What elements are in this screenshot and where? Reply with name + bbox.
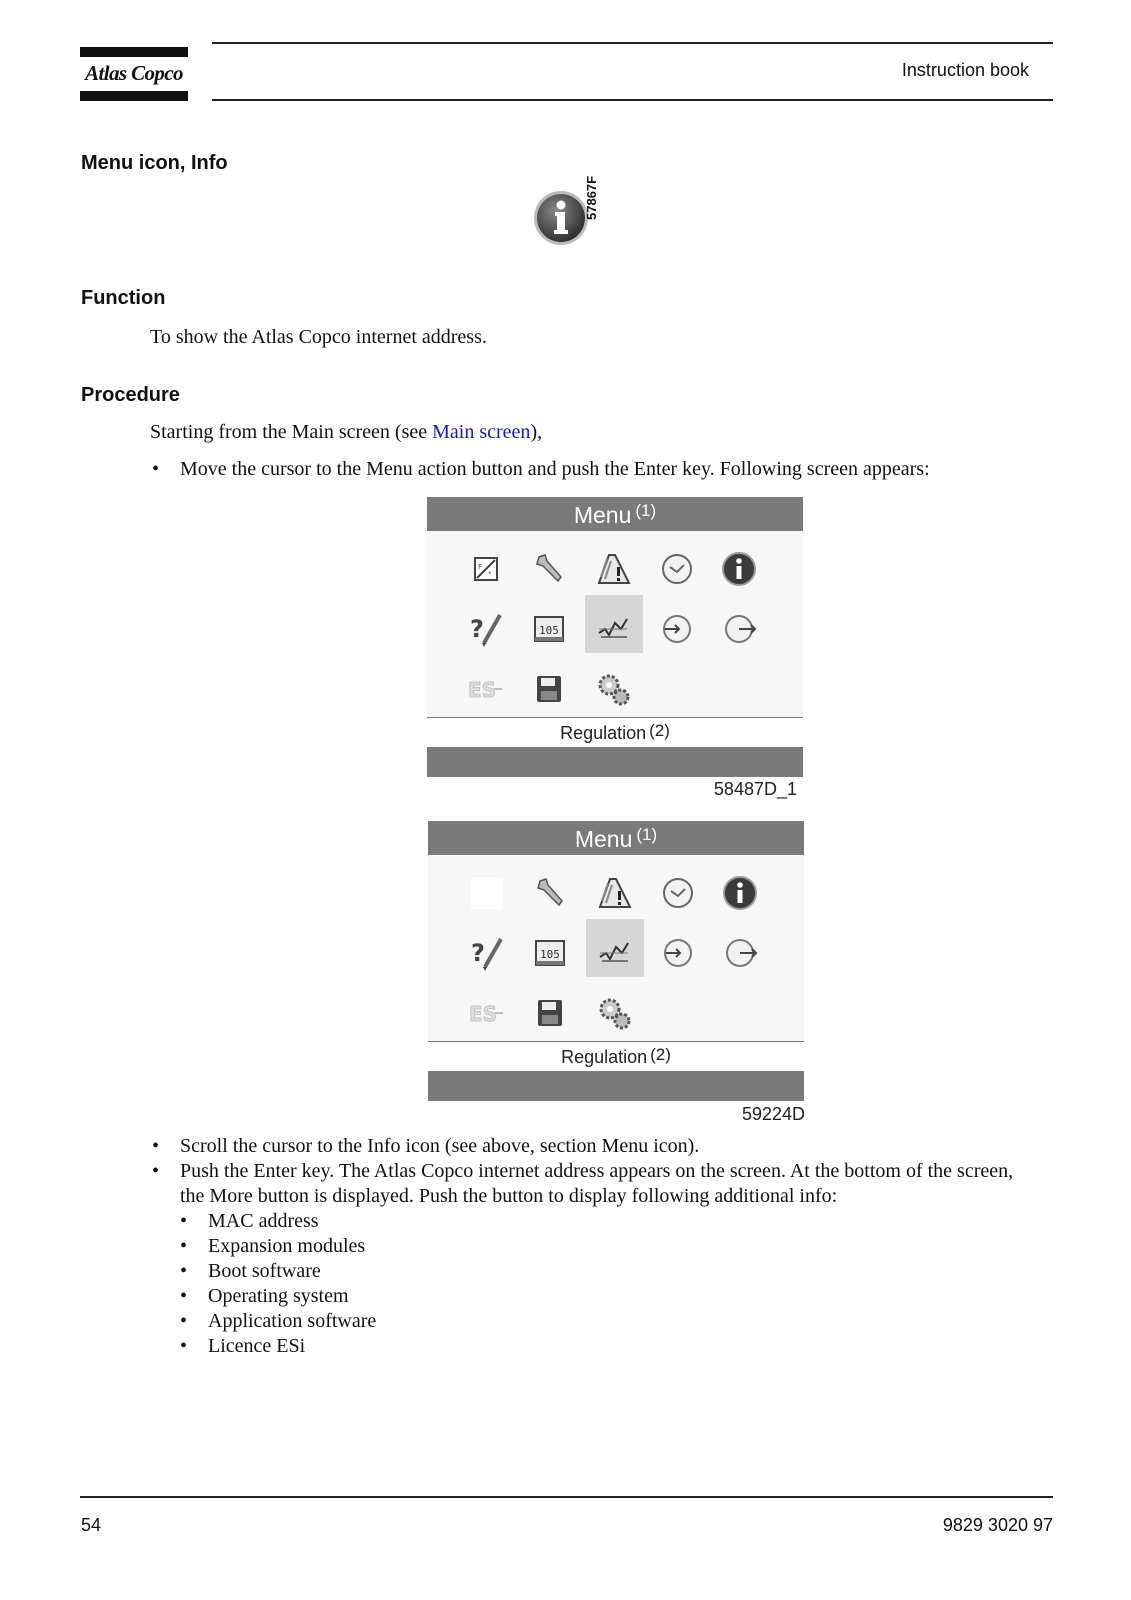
menu-screen-2 — [428, 821, 804, 1101]
sub-item-text: MAC address — [208, 1210, 319, 1232]
sub-item-text: Licence ESi — [208, 1335, 306, 1357]
sub-item-text: Boot software — [208, 1260, 321, 1282]
menu-screen-title — [428, 821, 804, 855]
logo-text: Atlas Copco — [85, 61, 183, 85]
label-text: Regulation — [560, 723, 647, 743]
info-menu-icon[interactable] — [718, 871, 762, 915]
test-icon[interactable] — [465, 931, 509, 975]
bullet: • — [180, 1235, 188, 1257]
bullet: • — [180, 1210, 188, 1232]
step-1-text: Move the cursor to the Menu action button and push the Enter key. Following screen appears: — [180, 458, 930, 480]
wrench-icon[interactable] — [527, 547, 571, 591]
service-out-icon[interactable] — [717, 607, 761, 651]
service-out-icon[interactable] — [718, 931, 762, 975]
regulation-icon[interactable] — [592, 931, 636, 975]
function-text: To show the Atlas Copco internet address. — [150, 326, 487, 348]
divider — [427, 717, 803, 718]
divider — [428, 1041, 804, 1042]
es-icon[interactable] — [465, 991, 509, 1035]
menu-screen-title — [427, 497, 803, 531]
document-number: 9829 3020 97 — [942, 1515, 1053, 1535]
svg-text:ES: ES — [468, 678, 497, 702]
sub-item-text: Operating system — [208, 1285, 349, 1307]
step-3-text-line-2: the More button is displayed. Push the button to display following additional info: — [180, 1185, 838, 1207]
inputs-icon[interactable] — [464, 547, 508, 591]
svg-text:F: F — [478, 563, 483, 571]
bullet: • — [180, 1260, 188, 1282]
es-icon[interactable] — [464, 667, 508, 711]
bullet: • — [180, 1285, 188, 1307]
selected-item-label — [428, 1043, 804, 1071]
button-bar — [428, 1071, 804, 1101]
warning-icon[interactable] — [591, 547, 635, 591]
bullet: • — [180, 1310, 188, 1332]
test-icon[interactable] — [464, 607, 508, 651]
intro-text-end: ), — [530, 421, 543, 443]
warning-icon[interactable] — [592, 871, 636, 915]
svg-text:?: ? — [470, 615, 484, 643]
service-in-icon[interactable] — [655, 607, 699, 651]
wrench-icon[interactable] — [528, 871, 572, 915]
svg-text:105: 105 — [540, 948, 560, 961]
save-icon[interactable] — [528, 991, 572, 1035]
counters-icon[interactable] — [528, 931, 572, 975]
info-menu-icon[interactable] — [717, 547, 761, 591]
svg-text:105: 105 — [539, 624, 559, 637]
selected-item-label — [427, 719, 803, 747]
timer-icon[interactable] — [655, 547, 699, 591]
function-heading: Function — [81, 287, 166, 309]
info-icon-code: 57867F — [584, 175, 599, 220]
sub-item-text: Application software — [208, 1310, 377, 1332]
service-in-icon[interactable] — [656, 931, 700, 975]
page-number: 54 — [81, 1515, 102, 1535]
header-rule-bottom — [212, 99, 1053, 101]
bullet: • — [180, 1335, 188, 1357]
button-bar — [427, 747, 803, 777]
header-title: Instruction book — [901, 60, 1029, 80]
step-2-text: Scroll the cursor to the Info icon (see above, section Menu icon). — [180, 1135, 700, 1157]
main-screen-link[interactable]: Main screen — [432, 421, 531, 443]
step-3-text-line-1: Push the Enter key. The Atlas Copco internet address appears on the screen. At the bottom of the screen, — [180, 1160, 1014, 1182]
section-title: Menu icon, Info — [81, 152, 228, 174]
procedure-heading: Procedure — [81, 384, 180, 406]
sub-item-text: Expansion modules — [208, 1235, 366, 1257]
menu-title-text: Menu — [573, 502, 632, 528]
menu-title-ref: (1) — [635, 501, 657, 520]
figure-code-2: 59224D — [741, 1104, 805, 1124]
settings-icon[interactable] — [592, 991, 636, 1035]
timer-icon[interactable] — [656, 871, 700, 915]
counters-icon[interactable] — [527, 607, 571, 651]
footer-rule — [80, 1496, 1053, 1498]
label-text: Regulation — [561, 1047, 648, 1067]
figure-code-1: 58487D_1 — [713, 779, 797, 799]
header-rule-top — [212, 42, 1053, 44]
svg-text:ES: ES — [469, 1002, 498, 1026]
info-icon — [532, 189, 590, 247]
menu-icon-grid — [427, 531, 803, 717]
bullet: • — [152, 1160, 160, 1182]
svg-text:°: ° — [488, 571, 492, 579]
menu-title-text: Menu — [574, 826, 633, 852]
atlas-copco-logo — [80, 47, 188, 101]
svg-text:?: ? — [471, 939, 485, 967]
blank-icon — [465, 871, 509, 915]
label-ref: (2) — [649, 721, 670, 740]
intro-text: Starting from the Main screen (see — [150, 421, 433, 443]
menu-screen-1 — [427, 497, 803, 777]
bullet: • — [152, 1135, 160, 1157]
procedure-intro — [150, 421, 542, 444]
bullet: • — [152, 458, 160, 480]
label-ref: (2) — [650, 1045, 671, 1064]
save-icon[interactable] — [527, 667, 571, 711]
menu-title-ref: (1) — [636, 825, 658, 844]
menu-icon-grid — [428, 855, 804, 1041]
settings-icon[interactable] — [591, 667, 635, 711]
regulation-icon[interactable] — [591, 607, 635, 651]
